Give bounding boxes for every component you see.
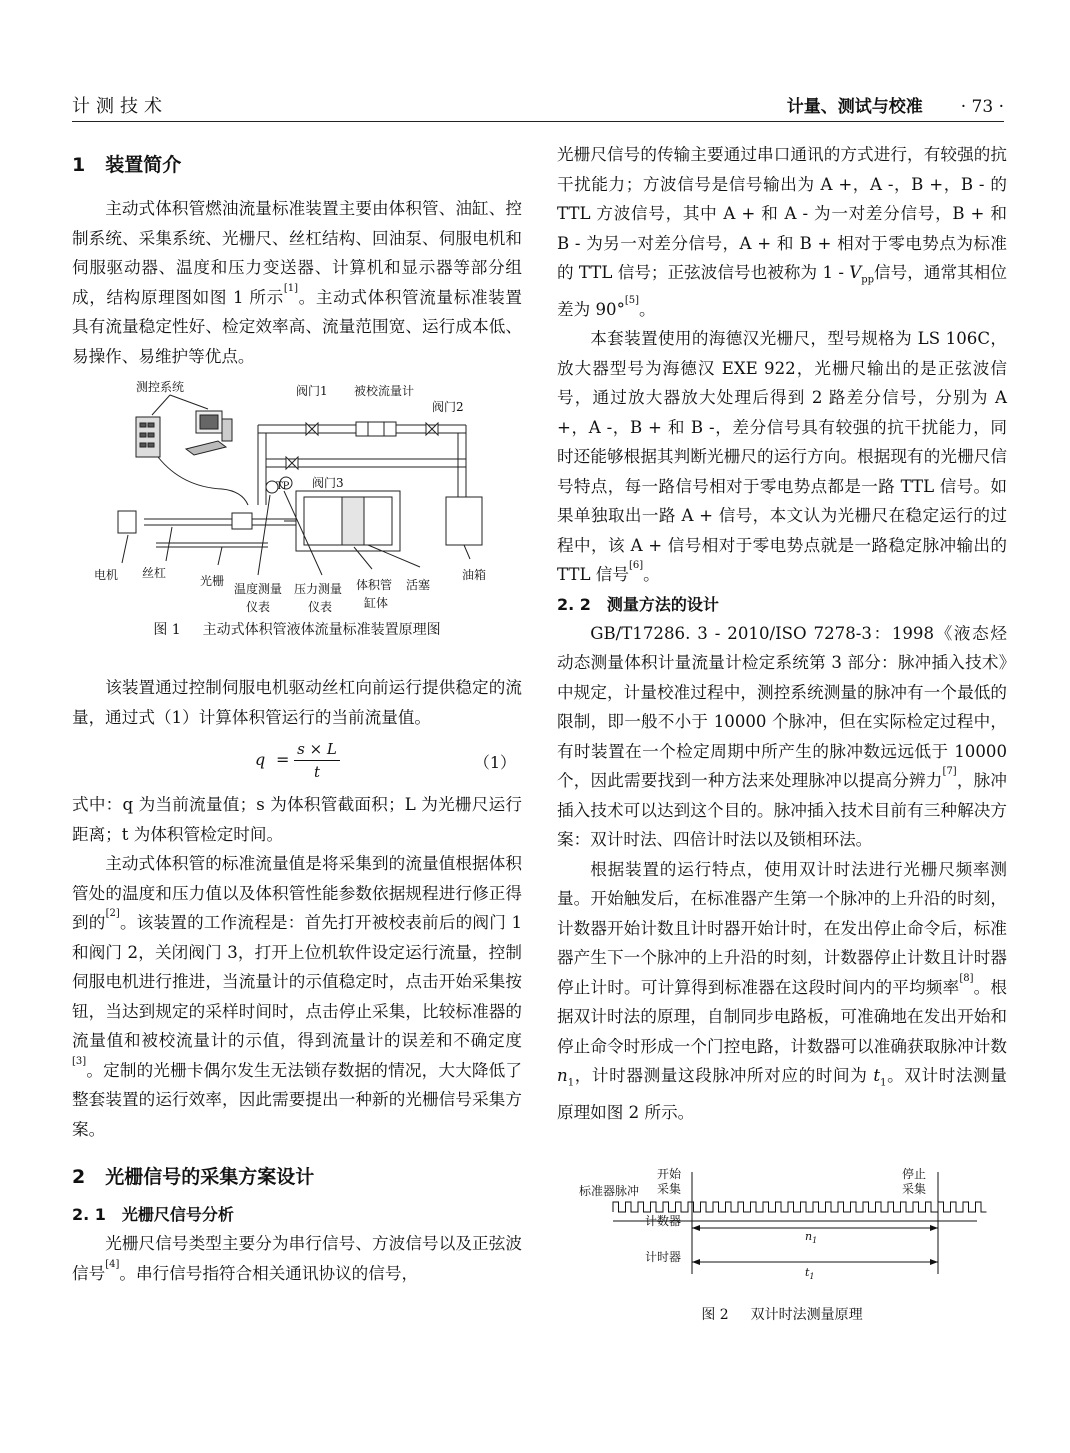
formula-equals: = [276,750,290,769]
text: 。双计时法测量原理如图 2 所示。 [557,1066,1007,1123]
text: ，脉冲插入技术可以达到这个目的。脉冲插入技术目前有三种解决方案：双计时法、四倍计时法以及锁相环法。 [557,771,1008,850]
formula-lhs: q [255,750,266,769]
section-number: 2. 2 [557,594,591,614]
figure-caption: 主动式体积管液体流量标准装置原理图 [202,622,441,638]
text: 。定制的光栅卡偶尔发生无法锁存数据的情况，大大降低了整套装置的运行效率，因此需要提出一种新的光栅信号采集方案。 [72,1060,522,1139]
numerator: s × L [294,738,340,761]
text: 光栅尺信号类型主要分为串行信号、方波信号以及正弦波信号 [72,1234,522,1283]
text: 光栅尺信号的传输主要通过串口通讯的方式进行，有较强的抗干扰能力；方波信号是信号输出为 A +，A -，B +，B - 的 TTL 方波信号，其中 A + 和 A - 为一对差分信号，B + 和 B - 为另一对差分信号，A + 和 B + 相对于零电势点为标准的 TTL 信号；正弦波信号也被称为 1 - [557,145,1007,282]
text: 。该装置的工作流程是：首先打开被校表前后的阀门 1 和阀门 2，关闭阀门 3，打开上位机软件设定运行流量，控制伺服电机进行推进，当流量计的示值稳定时，点击开始采集按钮，当达到规定的采样时间时，点击停止采集，比较标准器的流量值和被校流量计的示值，得到流量计的误差和不确定度 [72,913,522,1050]
label-piston: 活塞 [406,578,431,592]
left-column [72,140,522,1288]
symbol: n [557,1066,568,1086]
tank-icon [446,497,482,545]
section-title: 光栅信号的采集方案设计 [105,1166,315,1188]
label-control-system: 测控系统 [136,380,185,394]
label-n1: $n_1$ [805,1229,818,1245]
figure-2-caption [557,1304,1007,1326]
symbol: V [849,263,862,282]
figure-number: 图 1 [153,622,181,638]
journal-name: 计测技术 [72,96,168,117]
section-number: 1 [72,154,86,176]
paragraph [557,619,1007,855]
figure-1 [72,379,522,619]
formula-1 [72,738,522,784]
paragraph [72,1229,522,1288]
label-press-1: 压力测量 [294,582,343,596]
label-counter: 计数器 [645,1213,682,1228]
subscript: pp [861,274,875,286]
text: 。 [643,565,660,585]
text: 。主动式体积管流量标准装置具有流量稳定性好、检定效率高、流量范围宽、运行成本低、易操作、易维护等优点。 [72,287,522,366]
label-tp: TP [276,481,290,492]
section-2-2-heading [557,590,1007,619]
text: 。串行信号指符合相关通讯协议的信号， [119,1263,419,1283]
piston-icon [342,497,364,545]
label-valve-3: 阀门3 [312,476,344,490]
section-title: 测量方法的设计 [606,594,719,614]
text: GB/T17286. 3 - 2010/ISO 7278-3：1998《液态烃动态测量体积计量流量计检定系统第 3 部分：脉冲插入技术》中规定，计量校准过程中，测控系统测量的脉冲有一个最低的限制，即一般不小于 10000 个脉冲，但在实际检定过程中，有时装置在一个检定周期中所产生的脉冲数远远低于 10000 个，因此需要找到一种方法来处理脉冲以提高分辨力 [557,623,1007,791]
section-2-1-heading [72,1200,522,1229]
keyboard-icon [186,441,226,455]
label-valve-1: 阀门1 [296,384,328,398]
paragraph [557,855,1007,1128]
label-standard-pulse: 标准器脉冲 [579,1183,640,1198]
figure-1-caption [72,619,522,641]
paragraph [557,140,1007,324]
motor-icon [118,511,136,533]
label-stop-2: 采集 [902,1181,927,1196]
label-screw: 丝杠 [142,566,167,580]
paragraph [557,324,1007,590]
formula-fraction [294,738,340,783]
paragraph [72,849,522,1144]
text: 。 [639,299,656,319]
symbol: t [873,1066,881,1086]
figure-number: 图 2 [701,1306,729,1323]
label-t1: $t_1$ [805,1265,815,1281]
label-start-1: 开始 [657,1166,682,1181]
paragraph: 式中：q 为当前流量值；s 为体积管截面积；L 为光栅尺运行距离；t 为体积管检定时间。 [72,795,522,844]
page-number: · 73 · [960,97,1004,117]
text: 本套装置使用的海德汉光栅尺，型号规格为 LS 106C，放大器型号为海德汉 EXE 922，光栅尺输出的是正弦波信号，通过放大器放大处理后得到 2 路差分信号，分别为 A +，A -，B + 和 B -，差分信号具有较强的抗干扰能力，同时还能够根据其判断光栅尺的运行方向。根据现有的光栅尺信号特点，每一路信号相对于零电势点都是一路 TTL 信号。如果单独取出一路 A + 信号，本文认为光栅尺在稳定运行的过程中，该 A + 信号相对于零电势点就是一路稳定脉冲输出的 TTL 信号 [557,329,1007,585]
section-name: 计量、测试与校准 [786,97,923,117]
citation: [2] [105,908,120,919]
label-temp-1: 温度测量 [234,582,283,596]
label-valve-2: 阀门2 [432,400,464,414]
label-cylinder-2: 缸体 [364,596,389,610]
section-number: 2 [72,1166,86,1188]
citation: [3] [72,1055,87,1067]
label-start-2: 采集 [657,1181,682,1196]
right-column [557,140,1007,1326]
citation: [6] [628,560,644,572]
paragraph [72,194,522,371]
citation: [7] [942,766,957,778]
label-timer: 计时器 [645,1249,682,1264]
subscript: 1 [567,1077,575,1089]
label-press-2: 仪表 [308,600,333,614]
paragraph: 该装置通过控制伺服电机驱动丝杠向前运行提供稳定的流量，通过式（1）计算体积管运行的当前流量值。 [72,678,522,727]
section-title [787,92,1004,117]
section-title: 装置简介 [105,154,182,176]
citation: [4] [105,1258,120,1270]
figure-2 [557,1164,1007,1304]
page-header [72,92,1004,122]
dual-timing-diagram [557,1164,1007,1304]
label-flowmeter: 被校流量计 [354,384,415,398]
section-2-heading [72,1162,522,1192]
text: ，计时器测量这段脉冲所对应的时间为 [574,1066,874,1086]
subscript: 1 [880,1077,887,1089]
flowmeter-icon [356,422,396,436]
section-title: 光栅尺信号分析 [121,1205,234,1224]
section-number: 2. 1 [72,1205,106,1224]
label-grating: 光栅 [200,574,225,588]
citation: [1] [283,282,299,294]
figure-caption: 双计时法测量原理 [750,1306,863,1323]
text: 根据装置的运行特点，使用双计时法进行光栅尺频率测量。开始触发后，在标准器产生第一个脉冲的上升沿的时刻，计数器开始计数且计时器开始计时，在发出停止命令后，标准器产生下一个脉冲的上升沿的时刻，计数器停止计数且计时器停止计时。可计算得到标准器在这段时间内的平均频率 [557,859,1007,997]
label-stop-1: 停止 [902,1166,927,1181]
denominator: t [313,763,321,781]
device-schematic [72,379,522,619]
citation: [8] [959,972,974,984]
equation-number: （1） [473,753,516,772]
pulse-train [613,1202,987,1212]
label-motor: 电机 [94,568,119,582]
text: 。根据双计时法的原理，自制同步电路板，可准确地在发出开始和停止命令时形成一个门控电路，计数器可以准确获取脉冲计数 [557,977,1008,1056]
section-1-heading [72,150,522,180]
text: 信号，通常其相位差为 90° [557,263,1008,319]
citation: [5] [624,294,640,306]
text: 主动式体积管的标准流量值是将采集到的流量值根据体积管处的温度和压力值以及体积管性能参数依据规程进行修正得到的 [72,854,522,932]
text: 主动式体积管燃油流量标准装置主要由体积管、油缸、控制系统、采集系统、光栅尺、丝杠结构、回油泵、伺服电机和伺服驱动器、温度和压力变送器、计算机和显示器等部分组成，结构原理图如图 1 所示 [72,199,522,307]
label-tank: 油箱 [462,568,487,582]
label-cylinder-1: 体积管 [356,578,393,592]
label-temp-2: 仪表 [246,600,271,614]
